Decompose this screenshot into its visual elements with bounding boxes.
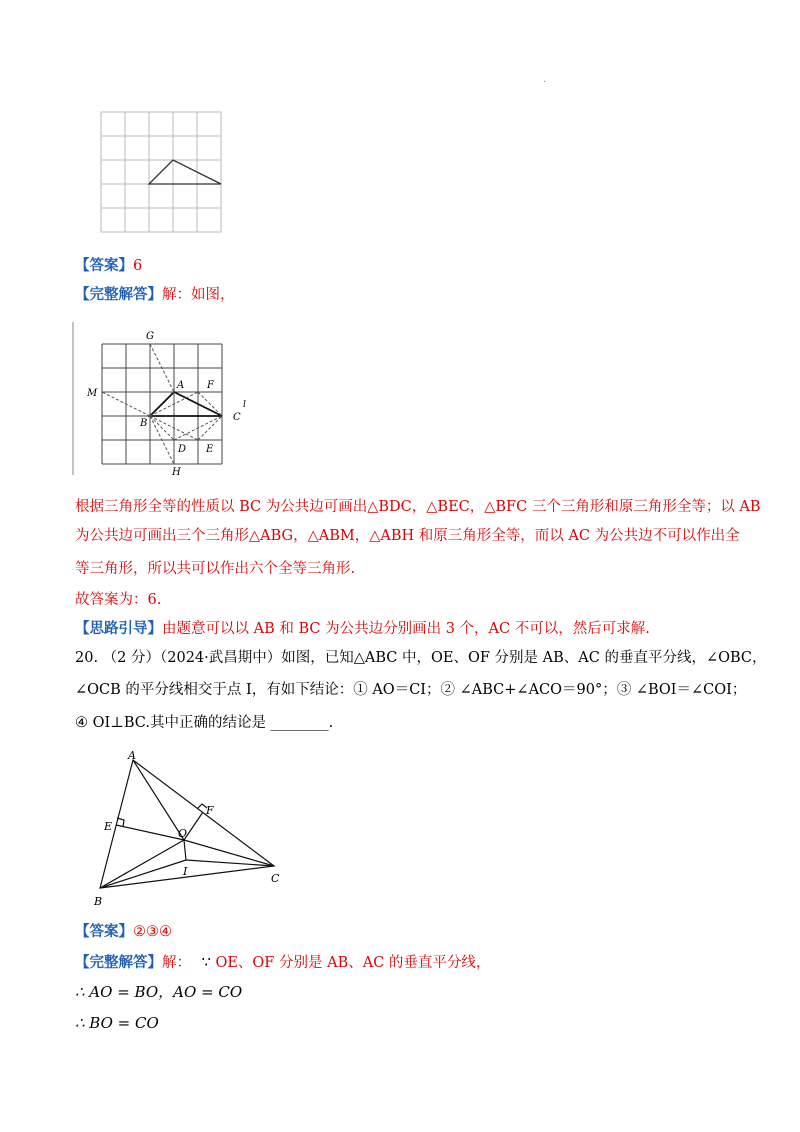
explanation-line-1: 根据三角形全等的性质以 BC 为公共边可画出△BDC，△BEC，△BFC 三个三角形和原三角形全等；以 AB [75, 499, 761, 515]
because-symbol: ∵ [201, 955, 211, 971]
explanation-line-4: 故答案为：6. [75, 592, 162, 608]
label-A: A [128, 749, 136, 762]
grid-triangle-figure [100, 111, 224, 233]
solution-tag: 【完整解答】 [75, 286, 162, 303]
label-F: F [207, 380, 214, 391]
question-20-line-3: ④ OI⊥BC.其中正确的结论是 ________. [75, 715, 334, 731]
congruent-triangles-figure [70, 320, 260, 478]
label-B: B [140, 418, 148, 429]
triangle-shape [149, 160, 221, 184]
question-20-line-1: 20. （2 分）（2024·武昌期中）如图，已知△ABC 中，OE、OF 分别是 AB、AC 的垂直平分线，∠OBC， [75, 650, 767, 666]
solution-intro: 解： [162, 955, 191, 971]
original-triangle [150, 392, 222, 416]
label-E: E [104, 820, 113, 833]
label-D: D [178, 444, 187, 455]
label-H: H [172, 467, 181, 478]
label-I: I [183, 865, 188, 878]
solution-1 [75, 285, 235, 305]
label-B: B [94, 895, 103, 908]
answer-value: ②③④ [133, 924, 172, 940]
solution-text: OE、OF 分别是 AB、AC 的垂直平分线， [210, 955, 491, 971]
solution-tag: 【完整解答】 [75, 954, 162, 971]
solution-2 [75, 953, 490, 973]
label-O: O [178, 827, 188, 840]
explanation-line-3: 等三角形，所以共可以作出六个全等三角形. [75, 561, 356, 577]
answer-value: 6 [133, 258, 143, 274]
step-1: ∴ AO = BO，AO = CO [75, 983, 243, 1001]
step-2: ∴ BO = CO [75, 1014, 159, 1032]
solution-intro: 解：如图， [162, 287, 235, 303]
label-A: A [177, 380, 185, 391]
label-C: C [271, 872, 280, 885]
label-E: E [206, 444, 214, 455]
answer-tag: 【答案】 [75, 257, 133, 274]
answer-2 [75, 922, 172, 942]
label-F: F [206, 804, 214, 817]
answer-tag: 【答案】 [75, 923, 133, 940]
label-G: G [146, 331, 154, 342]
question-20-line-2: ∠OCB 的平分线相交于点 I，有如下结论：① AO＝CI；② ∠ABC+∠ACO＝90°；③ ∠BOI＝∠COI； [75, 682, 747, 698]
triangle-abc-figure [88, 748, 298, 908]
hint [75, 619, 650, 639]
label-M: M [87, 388, 98, 399]
explanation-line-2: 为公共边可画出三个三角形△ABG，△ABM，△ABH 和原三角形全等，而以 AC 为公共边不可以作出全 [75, 528, 740, 544]
page-mark: . [543, 74, 547, 85]
answer-1 [75, 256, 142, 276]
label-C: C [233, 412, 241, 423]
label-side: l [243, 400, 246, 410]
hint-text: 由题意可以以 AB 和 BC 为公共边分别画出 3 个，AC 不可以，然后可求解. [162, 621, 650, 637]
hint-tag: 【思路引导】 [75, 620, 162, 637]
